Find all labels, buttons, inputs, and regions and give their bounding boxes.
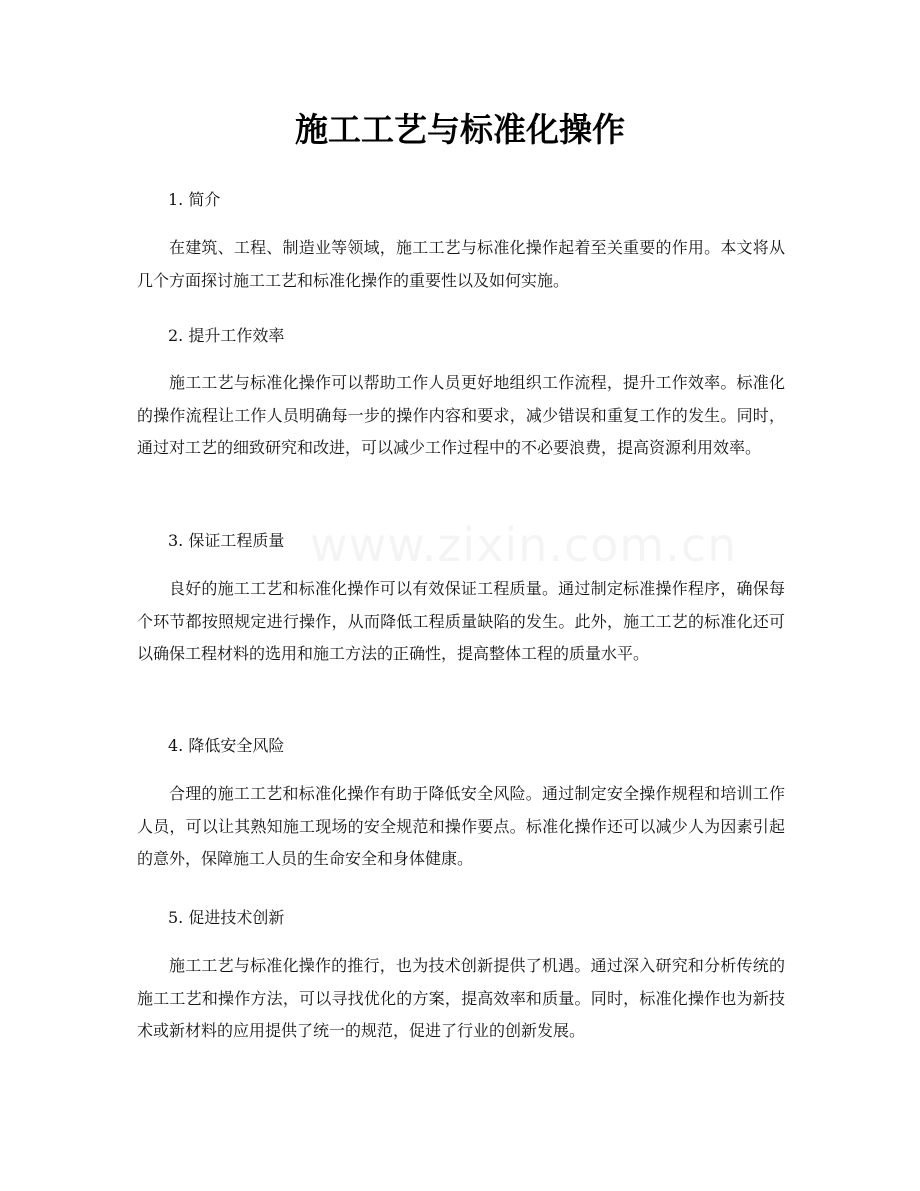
section-body-quality: 良好的施工工艺和标准化操作可以有效保证工程质量。通过制定标准操作程序，确保每个环节都按照规定进行操作，从而降低工程质量缺陷的发生。此外，施工工艺的标准化还可以确保工程材料的选用和施工方法的正确性，提高整体工程的质量水平。 [137,579,785,663]
section-heading-intro: 1. 简介 [168,190,221,209]
section-body-innovation: 施工工艺与标准化操作的推行，也为技术创新提供了机遇。通过深入研究和分析传统的施工工艺和操作方法，可以寻找优化的方案，提高效率和质量。同时，标准化操作也为新技术或新材料的应用提供了统一的规范，促进了行业的创新发展。 [137,956,785,1040]
section-heading-quality: 3. 保证工程质量 [168,531,285,550]
watermark [310,518,690,572]
section-body-efficiency: 施工工艺与标准化操作可以帮助工作人员更好地组织工作流程，提升工作效率。标准化的操作流程让工作人员明确每一步的操作内容和要求，减少错误和重复工作的发生。同时，通过对工艺的细致研究和改进，可以减少工作过程中的不必要浪费，提高资源利用效率。 [137,373,785,457]
section-body-intro: 在建筑、工程、制造业等领域，施工工艺与标准化操作起着至关重要的作用。本文将从几个方面探讨施工工艺和标准化操作的重要性以及如何实施。 [137,238,785,290]
section-heading-innovation: 5. 促进技术创新 [168,908,285,927]
section-heading-safety: 4. 降低安全风险 [168,736,285,755]
section-body-safety: 合理的施工工艺和标准化操作有助于降低安全风险。通过制定安全操作规程和培训工作人员，可以让其熟知施工现场的安全规范和操作要点。标准化操作还可以减少人为因素引起的意外，保障施工人员的生命安全和身体健康。 [137,784,785,868]
document-title: 施工工艺与标准化操作 [295,110,625,149]
section-heading-efficiency: 2. 提升工作效率 [168,326,285,345]
